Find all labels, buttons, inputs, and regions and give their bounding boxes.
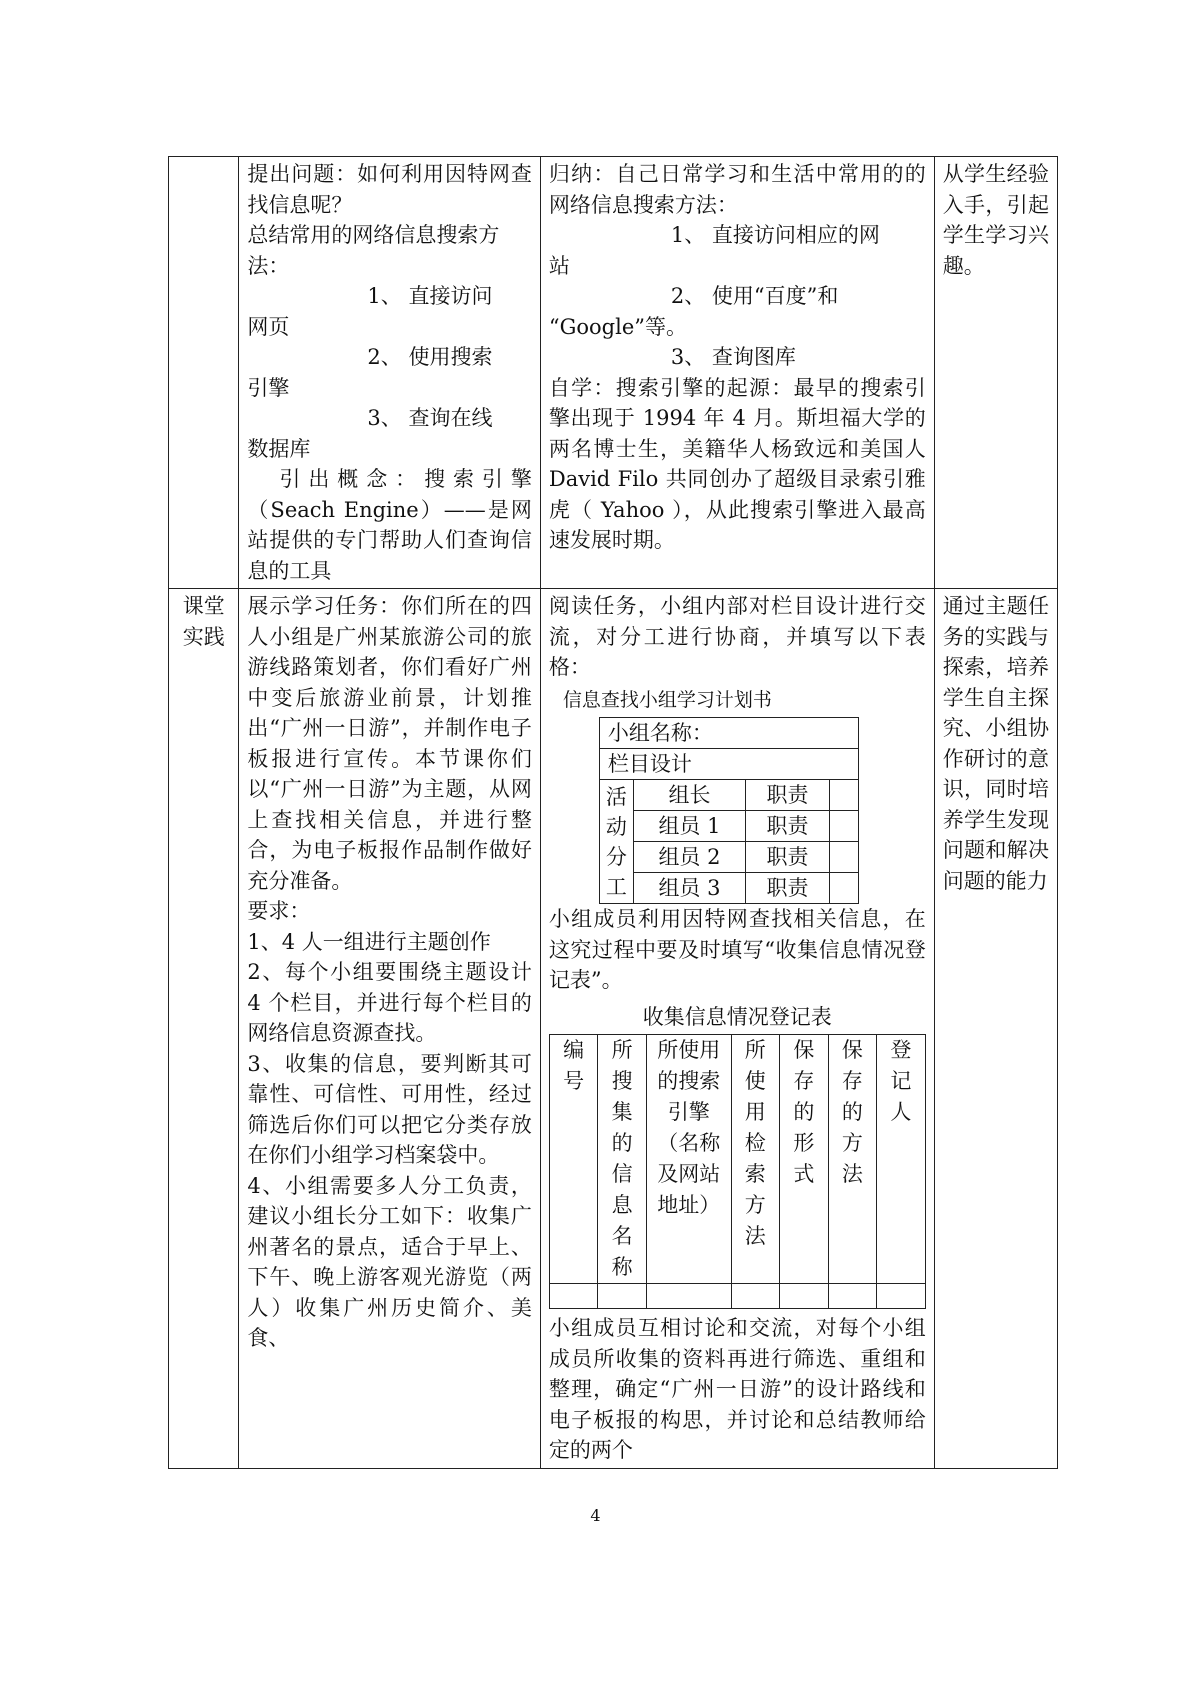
paragraph: 自学：搜索引擎的起源：最早的搜索引擎出现于 1994 年 4 月。斯坦福大学的两名博士生，美籍华人杨致远和美国人 David Filo 共同创办了超级目录索引雅虎（ Yahoo ），从此搜索引擎进入最高速发展时期。 <box>548 375 926 552</box>
list-item: 4、小组需要多人分工负责，建议小组长分工如下：收集广州著名的景点，适合于早上、下午、晚上游客观光游览（两人）收集广州历史简介、美食、 <box>247 1173 532 1350</box>
role-cell: 组员 2 <box>633 842 745 873</box>
register-cell <box>828 1284 877 1309</box>
duty-cell: 职责 <box>746 780 830 811</box>
column-design-cell: 栏目设计 <box>599 749 858 780</box>
blank-cell <box>829 842 858 873</box>
register-cell <box>731 1284 780 1309</box>
list-item: 2、 使用“百度”和 <box>670 284 839 308</box>
paragraph: 归纳：自己日常学习和生活中常用的的网络信息搜索方法： <box>548 162 926 217</box>
paragraph: 小组成员互相讨论和交流，对每个小组成员所收集的资料再进行筛选、重组和整理，确定“广州一日游”的设计路线和电子板报的构思，并讨论和总结教师给定的两个 <box>548 1316 926 1462</box>
register-header: 保存的方法 <box>828 1035 877 1284</box>
duty-cell: 职责 <box>746 811 830 842</box>
student-activity-cell <box>540 589 934 1469</box>
info-register-table <box>549 1034 926 1309</box>
list-item: 网页 <box>247 314 290 339</box>
register-cell <box>780 1284 829 1309</box>
page-number: 4 <box>590 1506 601 1525</box>
teacher-activity-cell <box>239 589 540 1469</box>
register-table-title: 收集信息情况登记表 <box>642 1004 832 1029</box>
paragraph: 总结常用的网络信息搜索方法： <box>247 223 500 278</box>
student-activity-cell <box>540 157 934 589</box>
group-name-cell: 小组名称： <box>599 718 858 749</box>
list-item: 3、收集的信息，要判断其可靠性、可信性、可用性，经过筛选后你们可以把它分类存放在你们小组学习档案袋中。 <box>247 1051 532 1167</box>
blank-cell <box>829 780 858 811</box>
list-item: 3、 查询图库 <box>670 345 796 369</box>
register-header: 登记人 <box>877 1035 926 1284</box>
paragraph: 提出问题：如何利用因特网查找信息呢？ <box>247 162 532 217</box>
teacher-activity-cell <box>239 157 540 589</box>
paragraph: 要求： <box>247 899 311 923</box>
division-label: 活 动 分 工 <box>599 780 633 904</box>
design-intent-cell: 通过主题任务的实践与探索，培养学生自主探究、小组协作研讨的意识，同时培养学生发现问题和解决问题的能力 <box>934 589 1057 1469</box>
list-item: 1、4 人一组进行主题创作 <box>247 929 491 954</box>
lesson-plan-table <box>168 156 1058 1469</box>
list-item: 引擎 <box>247 375 290 400</box>
table-row <box>169 157 1058 589</box>
register-header: 所使用的搜索引擎（名称及网站地址） <box>646 1035 731 1284</box>
group-plan-table <box>599 717 859 904</box>
stage-cell: 课堂实践 <box>169 589 239 1469</box>
stage-cell <box>169 157 239 589</box>
register-cell <box>549 1284 598 1309</box>
list-item: 1、 直接访问相应的网 <box>670 223 880 247</box>
plan-table-title: 信息查找小组学习计划书 <box>562 688 772 711</box>
register-header: 编号 <box>549 1035 598 1284</box>
blank-cell <box>829 873 858 904</box>
register-header: 保存的形式 <box>780 1035 829 1284</box>
list-item: 站 <box>548 253 570 278</box>
duty-cell: 职责 <box>746 873 830 904</box>
paragraph: 展示学习任务：你们所在的四人小组是广州某旅游公司的旅游线路策划者，你们看好广州中变后旅游业前景，计划推出“广州一日游”，并制作电子板报进行宣传。本节课你们以“广州一日游”为主题，从网上查找相关信息，并进行整合，为电子板报作品制作做好充分准备。 <box>247 594 532 893</box>
paragraph: 小组成员利用因特网查找相关信息，在这究过程中要及时填写“收集信息情况登记表”。 <box>548 907 926 992</box>
design-intent-cell: 从学生经验入手，引起学生学习兴趣。 <box>934 157 1057 589</box>
role-cell: 组员 3 <box>633 873 745 904</box>
list-item: 3、 查询在线 <box>367 406 493 430</box>
register-header: 所使用检索方法 <box>731 1035 780 1284</box>
register-header: 所搜集的信息名称 <box>598 1035 647 1284</box>
role-cell: 组长 <box>633 780 745 811</box>
table-row <box>169 589 1058 1469</box>
register-cell <box>598 1284 647 1309</box>
register-cell <box>646 1284 731 1309</box>
role-cell: 组员 1 <box>633 811 745 842</box>
paragraph: 引出概念：搜索引擎（Seach Engine）——是网站提供的专门帮助人们查询信息的工具 <box>247 467 532 583</box>
blank-cell <box>829 811 858 842</box>
list-item: 2、每个小组要围绕主题设计 4 个栏目，并进行每个栏目的网络信息资源查找。 <box>247 960 532 1045</box>
duty-cell: 职责 <box>746 842 830 873</box>
list-item: 1、 直接访问 <box>367 284 493 308</box>
list-item: 2、 使用搜索 <box>367 345 493 369</box>
register-cell <box>877 1284 926 1309</box>
list-item: “Google”等。 <box>548 314 687 339</box>
list-item: 数据库 <box>247 436 311 461</box>
paragraph: 阅读任务，小组内部对栏目设计进行交流，对分工进行协商，并填写以下表格： <box>548 594 926 679</box>
